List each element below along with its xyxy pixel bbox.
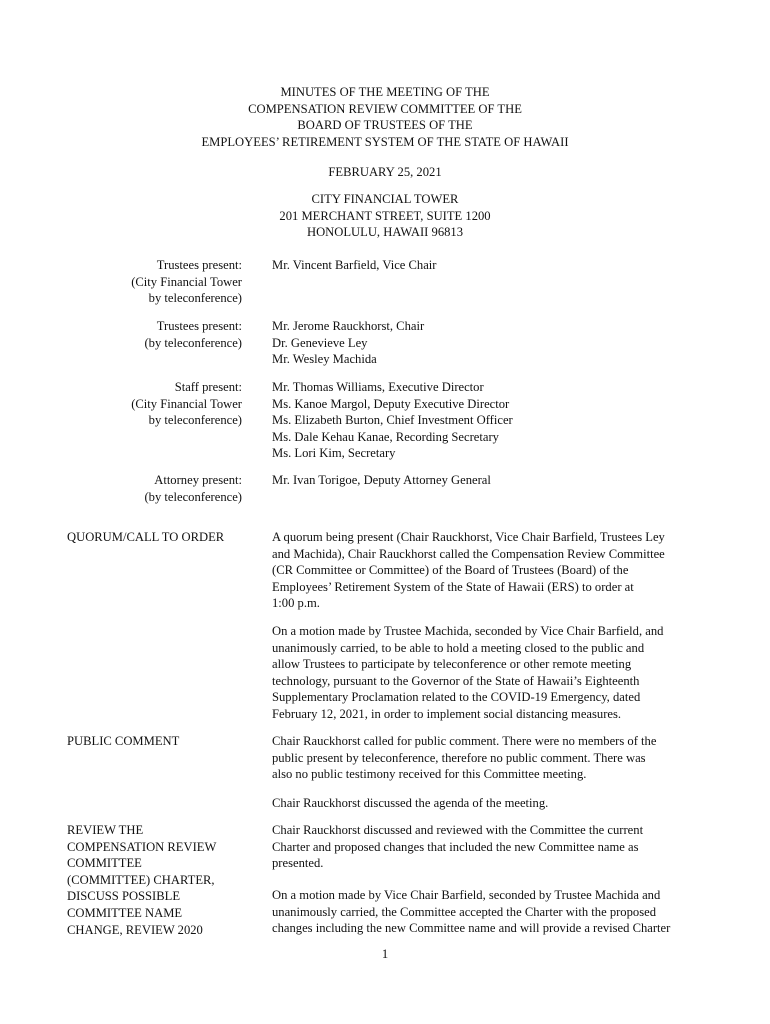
attendance-label-trustees-cft: Trustees present: (City Financial Tower by teleconference) — [131, 258, 242, 306]
title-line: BOARD OF TRUSTEES OF THE — [297, 118, 473, 133]
public-comment-paragraph-1: Chair Rauckhorst called for public comment. There were no members of the public present by teleconference, therefore no public comment. There was also no public testimony received for this Committee meeting. — [272, 734, 657, 782]
section-heading-public-comment: PUBLIC COMMENT — [67, 734, 180, 748]
attendee-name: Mr. Jerome Rauckhorst, Chair — [272, 319, 425, 333]
attendance-names-attorney — [272, 472, 491, 489]
charter-paragraph-2: On a motion made by Vice Chair Barfield, seconded by Trustee Machida and unanimously carried, the Committee accepted the Charter with the proposed changes including the new Committee name and will provide a revised Charter — [272, 888, 671, 936]
public-comment-paragraph-2: Chair Rauckhorst discussed the agenda of the meeting. — [272, 796, 549, 810]
attendee-name: Mr. Wesley Machida — [272, 352, 377, 367]
meeting-date — [0, 164, 770, 181]
attendance-label-attorney: Attorney present: (by teleconference) — [144, 473, 242, 504]
section-heading-charter-review: REVIEW THE COMPENSATION REVIEW COMMITTEE (COMMITTEE) CHARTER, DISCUSS POSSIBLE COMMITTEE NAME CHANGE, REVIEW 2020 — [67, 823, 217, 937]
attendee-name: Mr. Ivan Torigoe, Deputy Attorney General — [272, 473, 491, 487]
charter-paragraph-1: Chair Rauckhorst discussed and reviewed with the Committee the current Charter and proposed changes that included the new Committee name as presented. — [272, 823, 644, 871]
attendance-names-trustees-cft — [272, 257, 437, 274]
meeting-location — [0, 191, 770, 241]
location-line: 201 MERCHANT STREET, SUITE 1200 — [279, 208, 491, 223]
page-number: 1 — [381, 947, 389, 961]
title-line: MINUTES OF THE MEETING OF THE — [280, 85, 490, 99]
document-title — [0, 84, 770, 150]
attendance-names-staff — [272, 379, 513, 462]
location-line: HONOLULU, HAWAII 96813 — [306, 225, 464, 240]
title-line: COMPENSATION REVIEW COMMITTEE OF THE — [248, 101, 522, 116]
attendance-names-trustees-tele — [272, 318, 424, 368]
quorum-paragraph-1: A quorum being present (Chair Rauckhorst, Vice Chair Barfield, Trustees Ley and Machida), Chair Rauckhorst called the Compensation Review Committee (CR Committee or Committee) of the Board of Trustees (Board) of the Employees’ Retirement System of the State of Hawaii (ERS) to order at 1:00 p.m. — [272, 530, 665, 611]
attendee-name: Dr. Genevieve Ley — [272, 335, 368, 350]
attendee-name: Ms. Lori Kim, Secretary — [272, 446, 396, 461]
location-line: CITY FINANCIAL TOWER — [311, 192, 459, 206]
attendee-name: Mr. Thomas Williams, Executive Director — [272, 380, 484, 394]
attendance-label-trustees-tele: Trustees present: (by teleconference) — [144, 319, 242, 350]
title-line: EMPLOYEES’ RETIREMENT SYSTEM OF THE STATE OF HAWAII — [201, 134, 569, 149]
attendee-name: Ms. Kanoe Margol, Deputy Executive Director — [272, 396, 510, 411]
section-heading-quorum: QUORUM/CALL TO ORDER — [67, 530, 225, 544]
attendance-label-staff: Staff present: (City Financial Tower by teleconference) — [131, 380, 242, 428]
attendee-name: Ms. Dale Kehau Kanae, Recording Secretary — [272, 429, 499, 444]
attendee-name: Ms. Elizabeth Burton, Chief Investment Officer — [272, 413, 513, 428]
attendee-name: Mr. Vincent Barfield, Vice Chair — [272, 258, 437, 272]
date-line: FEBRUARY 25, 2021 — [328, 165, 442, 179]
quorum-paragraph-2: On a motion made by Trustee Machida, seconded by Vice Chair Barfield, and unanimously carried, to be able to hold a meeting closed to the public and allow Trustees to participate by teleconference or other remote meeting technology, pursuant to the Governor of the State of Hawaii’s Eighteenth Supplementary Proclamation related to the COVID-19 Emergency, dated February 12, 2021, in order to implement social distancing measures. — [272, 624, 664, 721]
